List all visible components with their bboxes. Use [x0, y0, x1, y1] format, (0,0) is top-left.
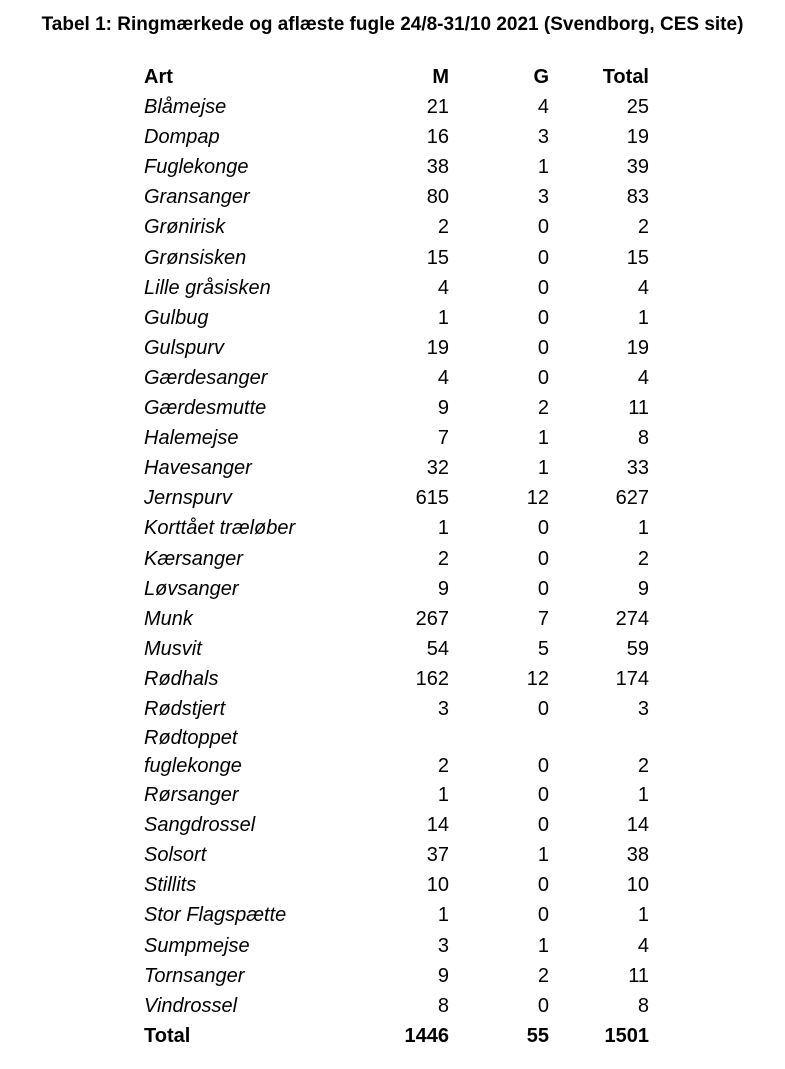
table-row [140, 423, 649, 453]
count-g: 0 [537, 755, 549, 778]
count-total: 4 [637, 934, 649, 957]
count-m: 54 [426, 637, 449, 660]
count-g: 0 [537, 547, 549, 570]
count-total: 25 [626, 96, 649, 119]
table-row [140, 810, 649, 840]
count-total: 14 [626, 814, 649, 837]
species-name: Dompap [144, 126, 220, 149]
species-name: Grønirisk [144, 216, 226, 239]
count-m: 10 [426, 874, 449, 897]
species-name [140, 724, 354, 780]
bird-table [140, 62, 649, 1051]
species-name-line-2: fuglekonge [144, 755, 242, 778]
count-total: 1 [637, 904, 649, 927]
table-row [140, 303, 649, 333]
table-row [140, 870, 649, 900]
species-name: Grønsisken [144, 246, 247, 269]
count-m: 32 [426, 457, 449, 480]
count-total: 627 [615, 487, 649, 510]
count-m: 1 [437, 517, 449, 540]
count-g: 3 [537, 126, 549, 149]
species-name: Gærdesmutte [144, 397, 267, 420]
count-g: 1 [537, 844, 549, 867]
count-m: 16 [426, 126, 449, 149]
column-header-m: M [432, 66, 449, 88]
species-name: Musvit [144, 637, 202, 660]
column-header-art: Art [144, 66, 173, 88]
species-name: Rødstjert [144, 697, 226, 720]
table-row [140, 152, 649, 182]
count-m: 7 [437, 427, 449, 450]
count-m: 15 [426, 246, 449, 269]
table-row [140, 363, 649, 393]
table-row [140, 453, 649, 483]
species-name: Stillits [144, 874, 197, 897]
count-m: 14 [426, 814, 449, 837]
count-g: 4 [537, 96, 549, 119]
count-m: 1 [437, 784, 449, 807]
total-label: Total [144, 1024, 191, 1047]
count-total: 1 [637, 306, 649, 329]
count-total: 1 [637, 784, 649, 807]
count-g: 0 [537, 276, 549, 299]
species-name: Gærdesanger [144, 366, 268, 389]
count-g: 0 [537, 994, 549, 1017]
table-row [140, 724, 649, 780]
count-total: 11 [628, 964, 649, 987]
species-name: Havesanger [144, 457, 252, 480]
count-g: 12 [526, 487, 549, 510]
count-total: 39 [626, 156, 649, 179]
table-row [140, 243, 649, 273]
count-g: 0 [537, 517, 549, 540]
count-total: 9 [637, 577, 649, 600]
table-row [140, 574, 649, 604]
species-name: Fuglekonge [144, 156, 249, 179]
count-total: 38 [626, 844, 649, 867]
species-name: Blåmejse [144, 96, 227, 119]
count-m: 2 [437, 547, 449, 570]
table-row [140, 393, 649, 423]
count-g: 0 [537, 697, 549, 720]
count-m: 1 [437, 904, 449, 927]
count-total: 2 [637, 755, 649, 778]
species-name: Gransanger [144, 186, 250, 209]
table-row [140, 900, 649, 930]
count-m: 4 [437, 366, 449, 389]
count-total: 11 [628, 397, 649, 420]
species-name: Solsort [144, 844, 207, 867]
table-row [140, 92, 649, 122]
count-g: 7 [537, 607, 549, 630]
table-row [140, 991, 649, 1021]
count-m: 19 [426, 336, 449, 359]
species-name: Rørsanger [144, 784, 239, 807]
table-title: Tabel 1: Ringmærkede og aflæste fugle 24/8-31/10 2021 (Svendborg, CES site) [41, 14, 744, 35]
count-g: 1 [537, 156, 549, 179]
species-name: Rødhals [144, 667, 219, 690]
species-name: Jernspurv [144, 487, 232, 510]
species-name: Vindrossel [144, 994, 238, 1017]
count-m: 4 [437, 276, 449, 299]
count-total: 59 [626, 637, 649, 660]
count-total: 1 [637, 517, 649, 540]
count-g: 0 [537, 784, 549, 807]
count-total: 19 [626, 336, 649, 359]
species-name: Halemejse [144, 427, 239, 450]
count-g: 0 [537, 246, 549, 269]
table-row [140, 182, 649, 212]
count-m: 21 [426, 96, 449, 119]
count-m: 9 [437, 577, 449, 600]
table-row [140, 212, 649, 242]
count-m: 9 [437, 964, 449, 987]
species-name: Munk [144, 607, 193, 630]
count-m: 3 [437, 934, 449, 957]
species-name: Sumpmejse [144, 934, 250, 957]
count-g: 0 [537, 366, 549, 389]
table-row [140, 780, 649, 810]
count-total: 19 [626, 126, 649, 149]
table-row [140, 634, 649, 664]
table-header-row [140, 62, 649, 92]
count-m: 267 [415, 607, 449, 630]
count-g: 1 [537, 934, 549, 957]
count-g: 1 [537, 427, 549, 450]
count-total: 8 [637, 994, 649, 1017]
species-name: Korttået træløber [144, 517, 296, 540]
count-g: 12 [526, 667, 549, 690]
table-row [140, 513, 649, 543]
count-g: 3 [537, 186, 549, 209]
count-m: 9 [437, 397, 449, 420]
count-g: 0 [537, 216, 549, 239]
count-m: 38 [426, 156, 449, 179]
count-total: 274 [615, 607, 649, 630]
count-g: 2 [537, 964, 549, 987]
count-g: 0 [537, 306, 549, 329]
table-row [140, 840, 649, 870]
total-total: 1501 [604, 1024, 649, 1047]
table-row [140, 483, 649, 513]
table-row [140, 961, 649, 991]
table-row [140, 544, 649, 574]
species-name: Gulbug [144, 306, 209, 329]
count-g: 5 [537, 637, 549, 660]
species-name: Stor Flagspætte [144, 904, 287, 927]
table-row [140, 333, 649, 363]
count-g: 2 [537, 397, 549, 420]
table-row [140, 694, 649, 724]
species-name: Kærsanger [144, 547, 243, 570]
table-row [140, 931, 649, 961]
total-m: 1446 [404, 1024, 449, 1047]
count-m: 80 [426, 186, 449, 209]
count-total: 83 [626, 186, 649, 209]
count-m: 615 [415, 487, 449, 510]
count-total: 10 [626, 874, 649, 897]
count-total: 8 [637, 427, 649, 450]
count-m: 2 [437, 755, 449, 778]
column-header-total: Total [602, 66, 649, 88]
species-name: Løvsanger [144, 577, 239, 600]
count-m: 162 [415, 667, 449, 690]
table-row [140, 122, 649, 152]
count-total: 33 [626, 457, 649, 480]
species-name: Gulspurv [144, 336, 225, 359]
count-total: 174 [615, 667, 649, 690]
table-row [140, 664, 649, 694]
total-row [140, 1021, 649, 1051]
species-name: Lille gråsisken [144, 276, 271, 299]
count-m: 1 [437, 306, 449, 329]
count-m: 37 [426, 844, 449, 867]
species-name: Tornsanger [144, 964, 245, 987]
count-g: 0 [537, 814, 549, 837]
count-g: 0 [537, 904, 549, 927]
table-row [140, 273, 649, 303]
column-header-g: G [533, 66, 549, 88]
count-m: 3 [437, 697, 449, 720]
count-total: 15 [626, 246, 649, 269]
count-m: 2 [437, 216, 449, 239]
count-total: 3 [637, 697, 649, 720]
table-row [140, 604, 649, 634]
count-total: 2 [637, 547, 649, 570]
count-g: 0 [537, 336, 549, 359]
count-g: 0 [537, 874, 549, 897]
total-g: 55 [526, 1024, 549, 1047]
species-name-line-1: Rødtoppet [144, 727, 238, 750]
count-m: 8 [437, 994, 449, 1017]
count-g: 1 [537, 457, 549, 480]
count-total: 2 [637, 216, 649, 239]
count-g: 0 [537, 577, 549, 600]
count-total: 4 [637, 276, 649, 299]
species-name: Sangdrossel [144, 814, 256, 837]
count-total: 4 [637, 366, 649, 389]
